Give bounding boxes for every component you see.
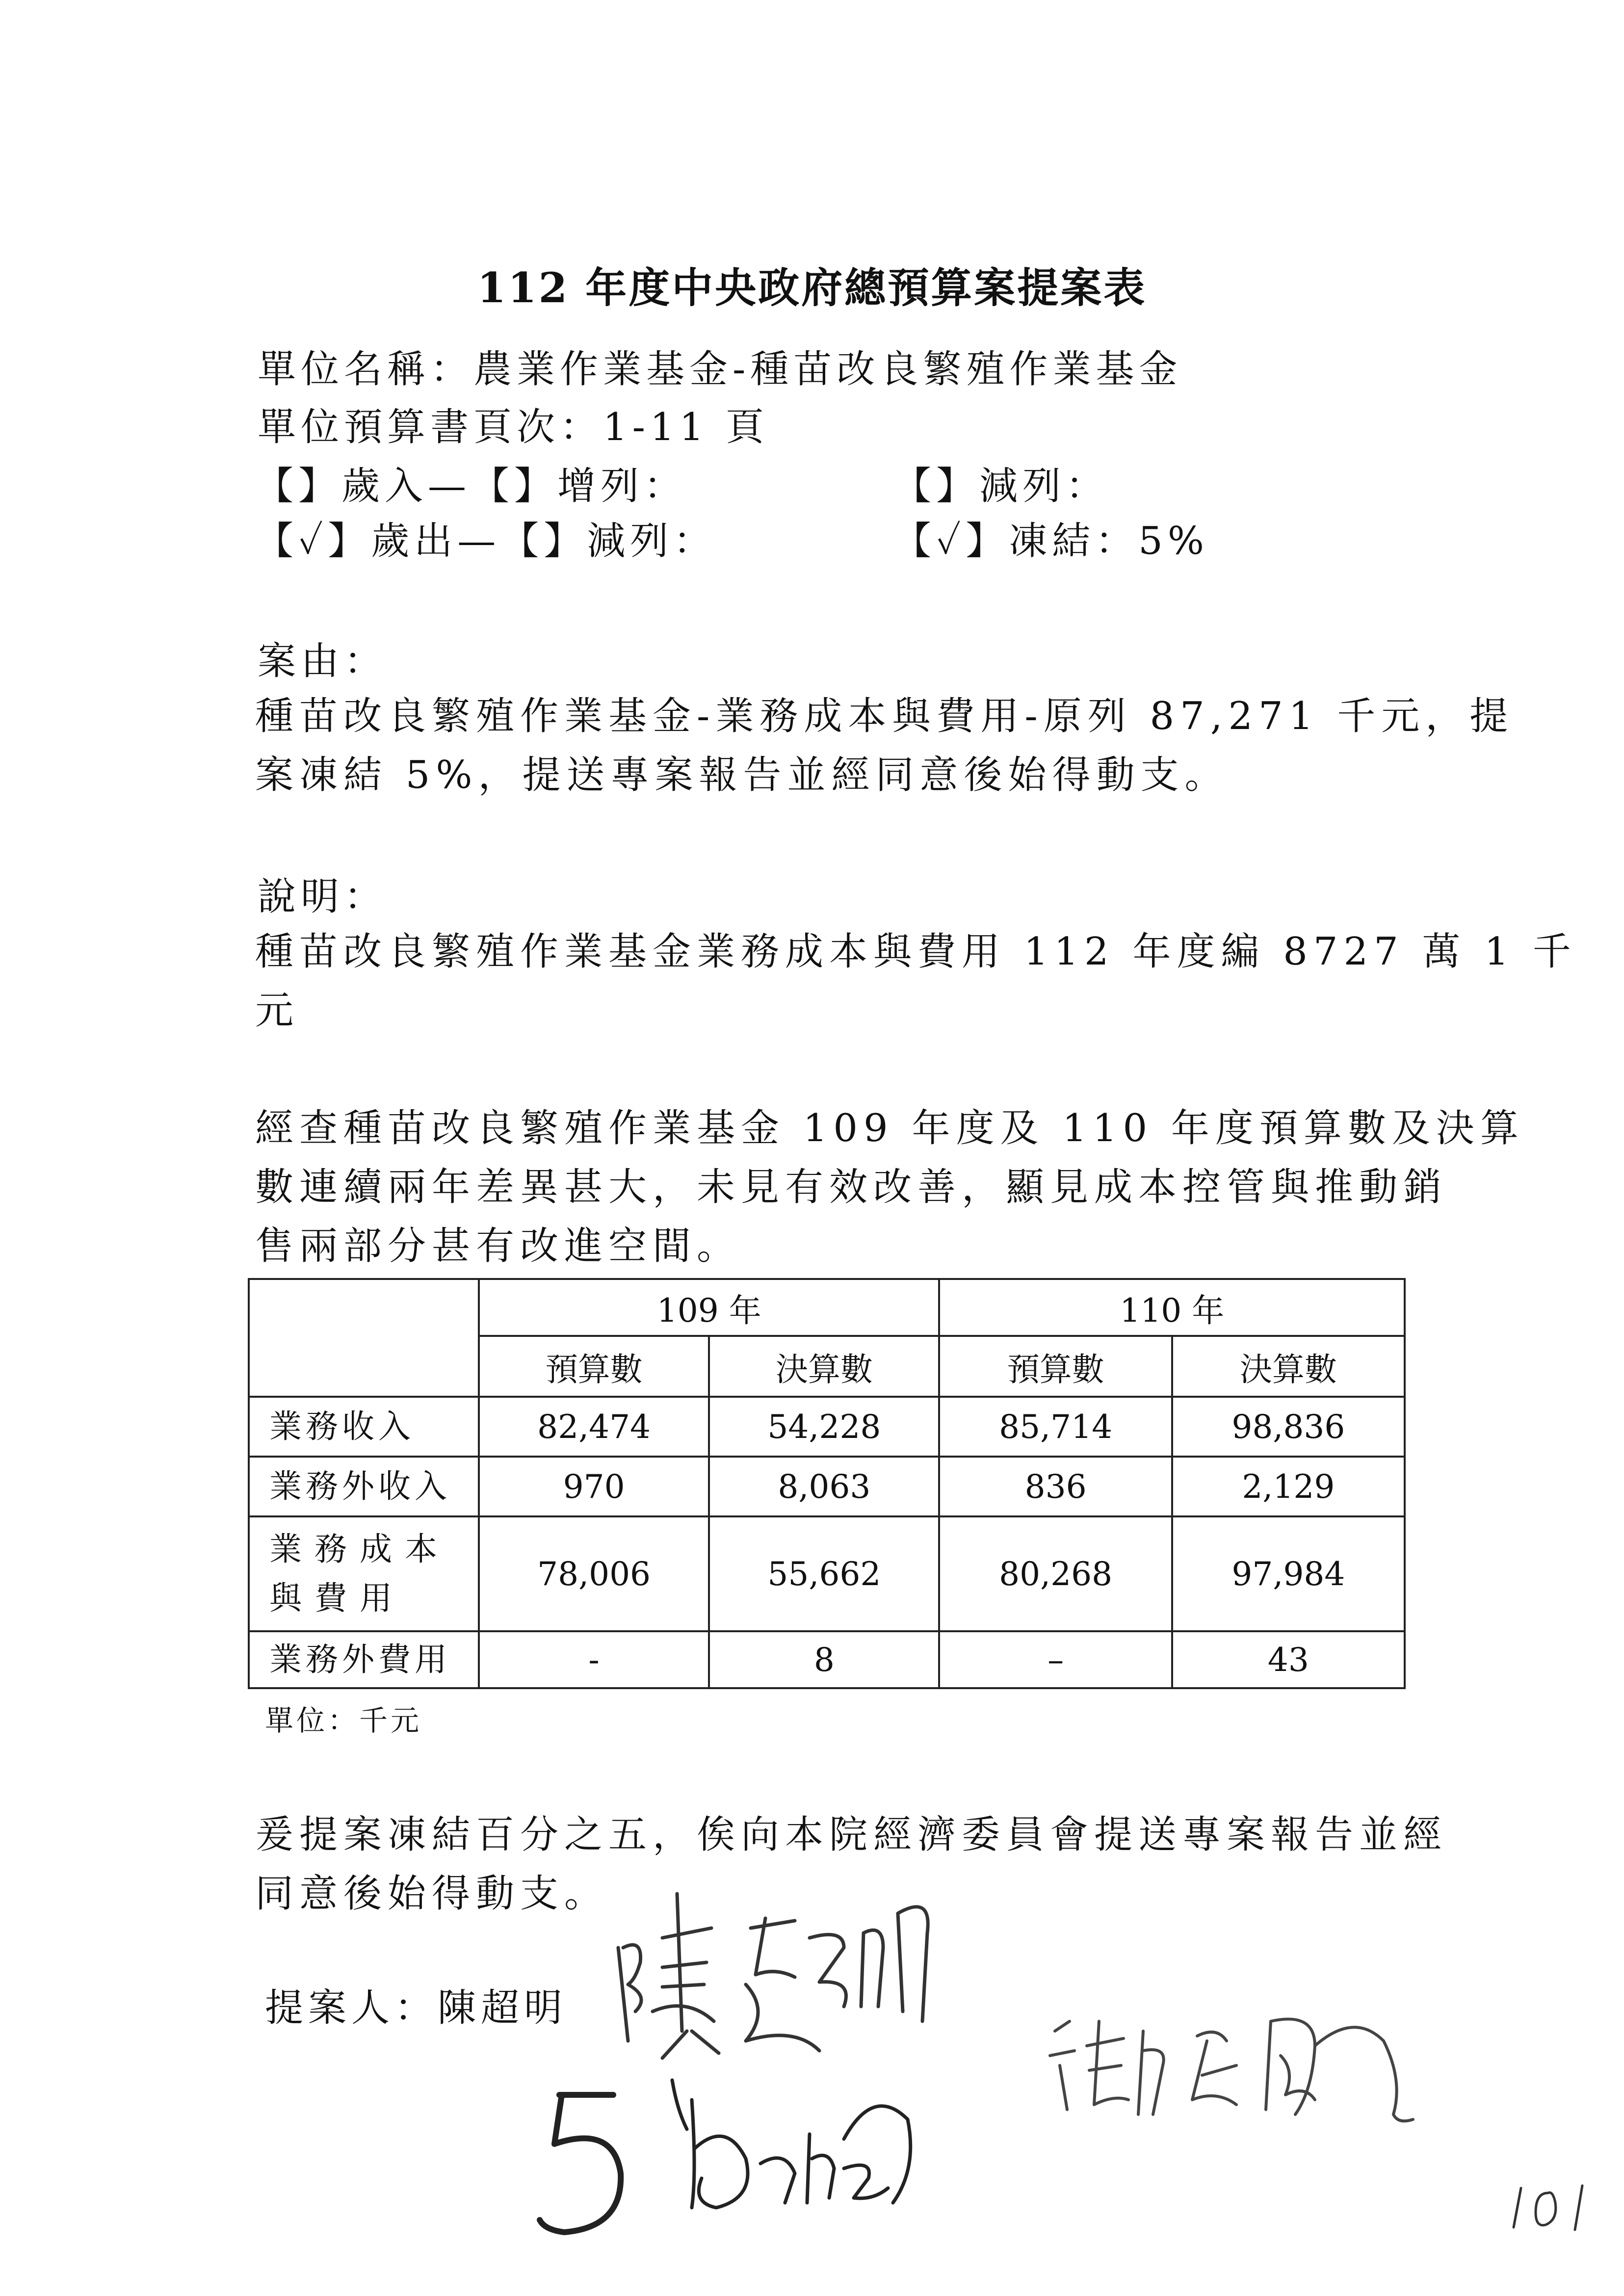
proposer: 提案人：陳超明 bbox=[265, 1986, 568, 2030]
cell-value: 836 bbox=[939, 1457, 1172, 1516]
table-row bbox=[249, 1397, 1405, 1457]
document-title: 112 年度中央政府總預算案提案表 bbox=[477, 263, 1147, 312]
header-110-final: 決算數 bbox=[1172, 1336, 1405, 1397]
signature-hsieh-yi-feng bbox=[1040, 1992, 1433, 2139]
cell-value: 97,984 bbox=[1172, 1516, 1405, 1631]
cell-value: 8 bbox=[709, 1631, 939, 1688]
unit-name: 單位名稱：農業作業基金-種苗改良繁殖作業基金 bbox=[258, 347, 1182, 391]
row-label: 業務外收入 bbox=[249, 1457, 479, 1516]
row-label: 業務收入 bbox=[249, 1397, 479, 1457]
header-109-budget: 預算數 bbox=[479, 1336, 709, 1397]
cell-value: 85,714 bbox=[939, 1397, 1172, 1457]
explanation-p2-line-3: 售兩部分甚有改進空間。 bbox=[255, 1224, 741, 1268]
reason-line-1: 種苗改良繁殖作業基金-業務成本與費用-原列 87,271 千元，提 bbox=[255, 694, 1514, 738]
cell-value: 43 bbox=[1172, 1631, 1405, 1688]
cell-value: 970 bbox=[479, 1457, 709, 1516]
table-row bbox=[249, 1457, 1405, 1516]
row-label: 業務外費用 bbox=[249, 1631, 479, 1688]
revenue-option-left: 【】歲入—【】增列： bbox=[255, 464, 687, 508]
explanation-heading: 說明： bbox=[258, 875, 388, 919]
cell-value: 55,662 bbox=[709, 1516, 939, 1631]
page-number bbox=[1501, 2173, 1609, 2242]
cell-value: – bbox=[939, 1631, 1172, 1688]
explanation-p2-line-2: 數連續兩年差異甚大，未見有效改善，顯見成本控管與推動銷 bbox=[255, 1165, 1448, 1209]
table-unit-note: 單位：千元 bbox=[265, 1704, 422, 1737]
header-109-final: 決算數 bbox=[709, 1336, 939, 1397]
cell-value: 98,836 bbox=[1172, 1397, 1405, 1457]
header-year-110: 110 年 bbox=[939, 1279, 1405, 1336]
cell-value: - bbox=[479, 1631, 709, 1688]
signature-chen-chao-ming bbox=[589, 1864, 981, 2070]
cell-value: 54,228 bbox=[709, 1397, 939, 1457]
table-row bbox=[249, 1516, 1405, 1631]
conclusion-line-1: 爰提案凍結百分之五，俟向本院經濟委員會提送專案報告並經 bbox=[255, 1813, 1448, 1857]
row-label: 業務成本與費用 bbox=[249, 1516, 479, 1631]
reason-line-2: 案凍結 5%，提送專案報告並經同意後始得動支。 bbox=[255, 753, 1229, 797]
header-110-budget: 預算數 bbox=[939, 1336, 1172, 1397]
header-year-109: 109 年 bbox=[479, 1279, 940, 1336]
reason-heading: 案由： bbox=[258, 639, 388, 683]
explanation-p1-line-1: 種苗改良繁殖作業基金業務成本與費用 112 年度編 8727 萬 1 千 bbox=[255, 930, 1577, 974]
handwritten-mark-5 bbox=[530, 2051, 981, 2257]
expense-option-right: 【✓】凍結：5% bbox=[893, 519, 1209, 563]
cell-value: 80,268 bbox=[939, 1516, 1172, 1631]
table-row bbox=[249, 1631, 1405, 1688]
budget-page: 單位預算書頁次：1-11 頁 bbox=[258, 405, 769, 449]
table-corner-cell bbox=[249, 1279, 479, 1397]
budget-table bbox=[248, 1278, 1406, 1689]
conclusion-line-2: 同意後始得動支。 bbox=[255, 1872, 609, 1916]
cell-value: 78,006 bbox=[479, 1516, 709, 1631]
explanation-p1-line-2: 元 bbox=[255, 989, 300, 1033]
revenue-option-right: 【】減列： bbox=[893, 464, 1109, 508]
cell-value: 82,474 bbox=[479, 1397, 709, 1457]
cell-value: 8,063 bbox=[709, 1457, 939, 1516]
expense-option-left: 【✓】歲出—【】減列： bbox=[255, 519, 717, 563]
cell-value: 2,129 bbox=[1172, 1457, 1405, 1516]
explanation-p2-line-1: 經查種苗改良繁殖作業基金 109 年度及 110 年度預算數及決算 bbox=[255, 1106, 1524, 1150]
